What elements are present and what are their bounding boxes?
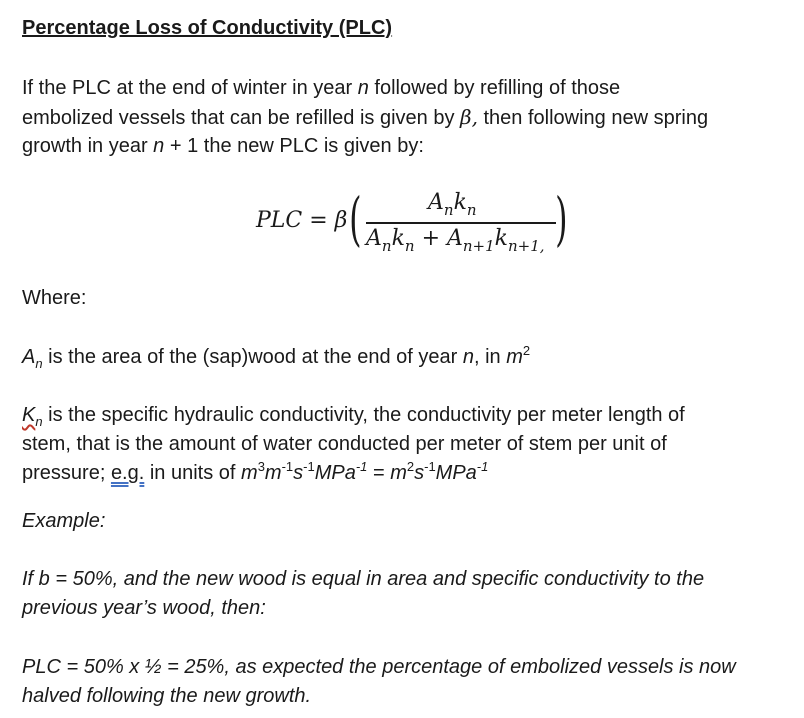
k-definition-line-3: pressure; e.g. in units of $m^3m^{-1}s^{-1}MPa^{-1} = m^2s^{-1}MPa^{-1}$ (22, 459, 489, 484)
formula-open-paren: ( (349, 185, 362, 253)
intro-line-3: growth in year n + 1 the new PLC is given by: (22, 135, 424, 157)
where-label: Where: (22, 287, 87, 309)
area-definition: $A_n$ is the area of the (sap)wood at the end of year n, in $m^2$ (22, 343, 531, 371)
formula-denominator: $A_nk_n + A_{n+1}k_{n+1,}$ (366, 226, 545, 255)
example-line-1: If b = 50%, and the new wood is equal in area and specific conductivity to the (22, 568, 705, 590)
result-line-2: halved following the new growth. (22, 685, 312, 707)
intro-line-2: embolized vessels that can be refilled is given by β, then following new spring (22, 105, 709, 129)
formula-lhs: PLC = β (256, 208, 348, 233)
k-definition-line-1: $K_n$ is the specific hydraulic conductivity, the conductivity per meter length of (22, 404, 685, 429)
intro-line-1: If the PLC at the end of winter in year n followed by refilling of those (22, 77, 621, 99)
example-line-2: previous year’s wood, then: (22, 597, 266, 619)
example-label: Example: (22, 510, 106, 532)
result-line-1: PLC = 50% x ½ = 25%, as expected the percentage of embolized vessels is now (22, 656, 736, 678)
k-definition-line-2: stem, that is the amount of water conducted per meter of stem per unit of (22, 433, 667, 455)
plc-formula (256, 186, 576, 262)
fraction-bar (366, 222, 556, 224)
formula-numerator: $A_nk_n$ (428, 190, 477, 219)
page-title: Percentage Loss of Conductivity (PLC) (22, 17, 393, 39)
formula-close-paren: ) (555, 185, 568, 253)
